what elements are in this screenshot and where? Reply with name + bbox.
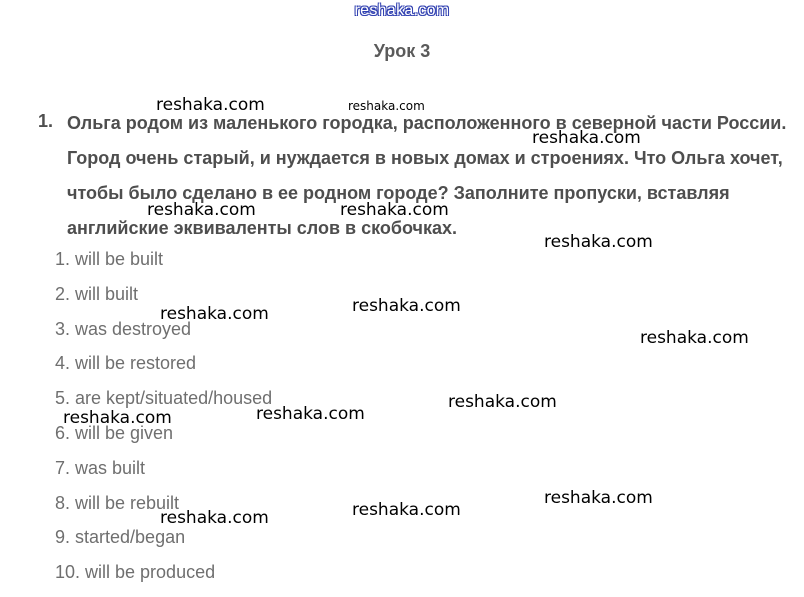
answer-item: 9. started/began xyxy=(55,527,186,548)
answer-item: 7. was built xyxy=(55,457,146,478)
answer-item: 10. will be produced xyxy=(55,562,216,583)
watermark: reshaka.com xyxy=(160,508,269,528)
watermark: reshaka.com xyxy=(352,500,461,520)
watermark: reshaka.com xyxy=(448,392,557,412)
watermark: reshaka.com xyxy=(63,408,172,428)
watermark: reshaka.com xyxy=(348,99,425,113)
answer-item: 6. will be given xyxy=(55,422,174,443)
watermark: reshaka.com xyxy=(640,328,749,348)
task-number: 1. xyxy=(38,111,54,131)
answer-item: 8. will be rebuilt xyxy=(55,492,180,513)
answer-item: 3. was destroyed xyxy=(55,318,192,339)
answer-item: 5. are kept/situated/housed xyxy=(55,388,273,409)
watermark: reshaka.com xyxy=(147,200,256,220)
watermark: reshaka.com xyxy=(544,232,653,252)
watermark: reshaka.com xyxy=(532,128,641,148)
site-header-logo[interactable]: reshaka.com xyxy=(354,2,450,19)
answer-item: 4. will be restored xyxy=(55,353,197,374)
watermark: reshaka.com xyxy=(544,488,653,508)
watermark: reshaka.com xyxy=(340,200,449,220)
answer-item: 1. will be built xyxy=(55,249,164,269)
watermark: reshaka.com xyxy=(352,296,461,316)
task-text: Ольга родом из маленького городка, расположенного в северной части России. Город очень старый, и нуждается в новых домах и строениях. Что Ольга хочет, чтобы было сделано в ее родном городе? Заполните пропуски, вставляя английские эквиваленты слов в скобочках. xyxy=(67,113,787,238)
answer-item: 2. will built xyxy=(55,283,139,304)
lesson-title: Урок 3 xyxy=(373,41,431,61)
watermark: reshaka.com xyxy=(160,304,269,324)
watermark: reshaka.com xyxy=(156,95,265,115)
watermark: reshaka.com xyxy=(256,404,365,424)
